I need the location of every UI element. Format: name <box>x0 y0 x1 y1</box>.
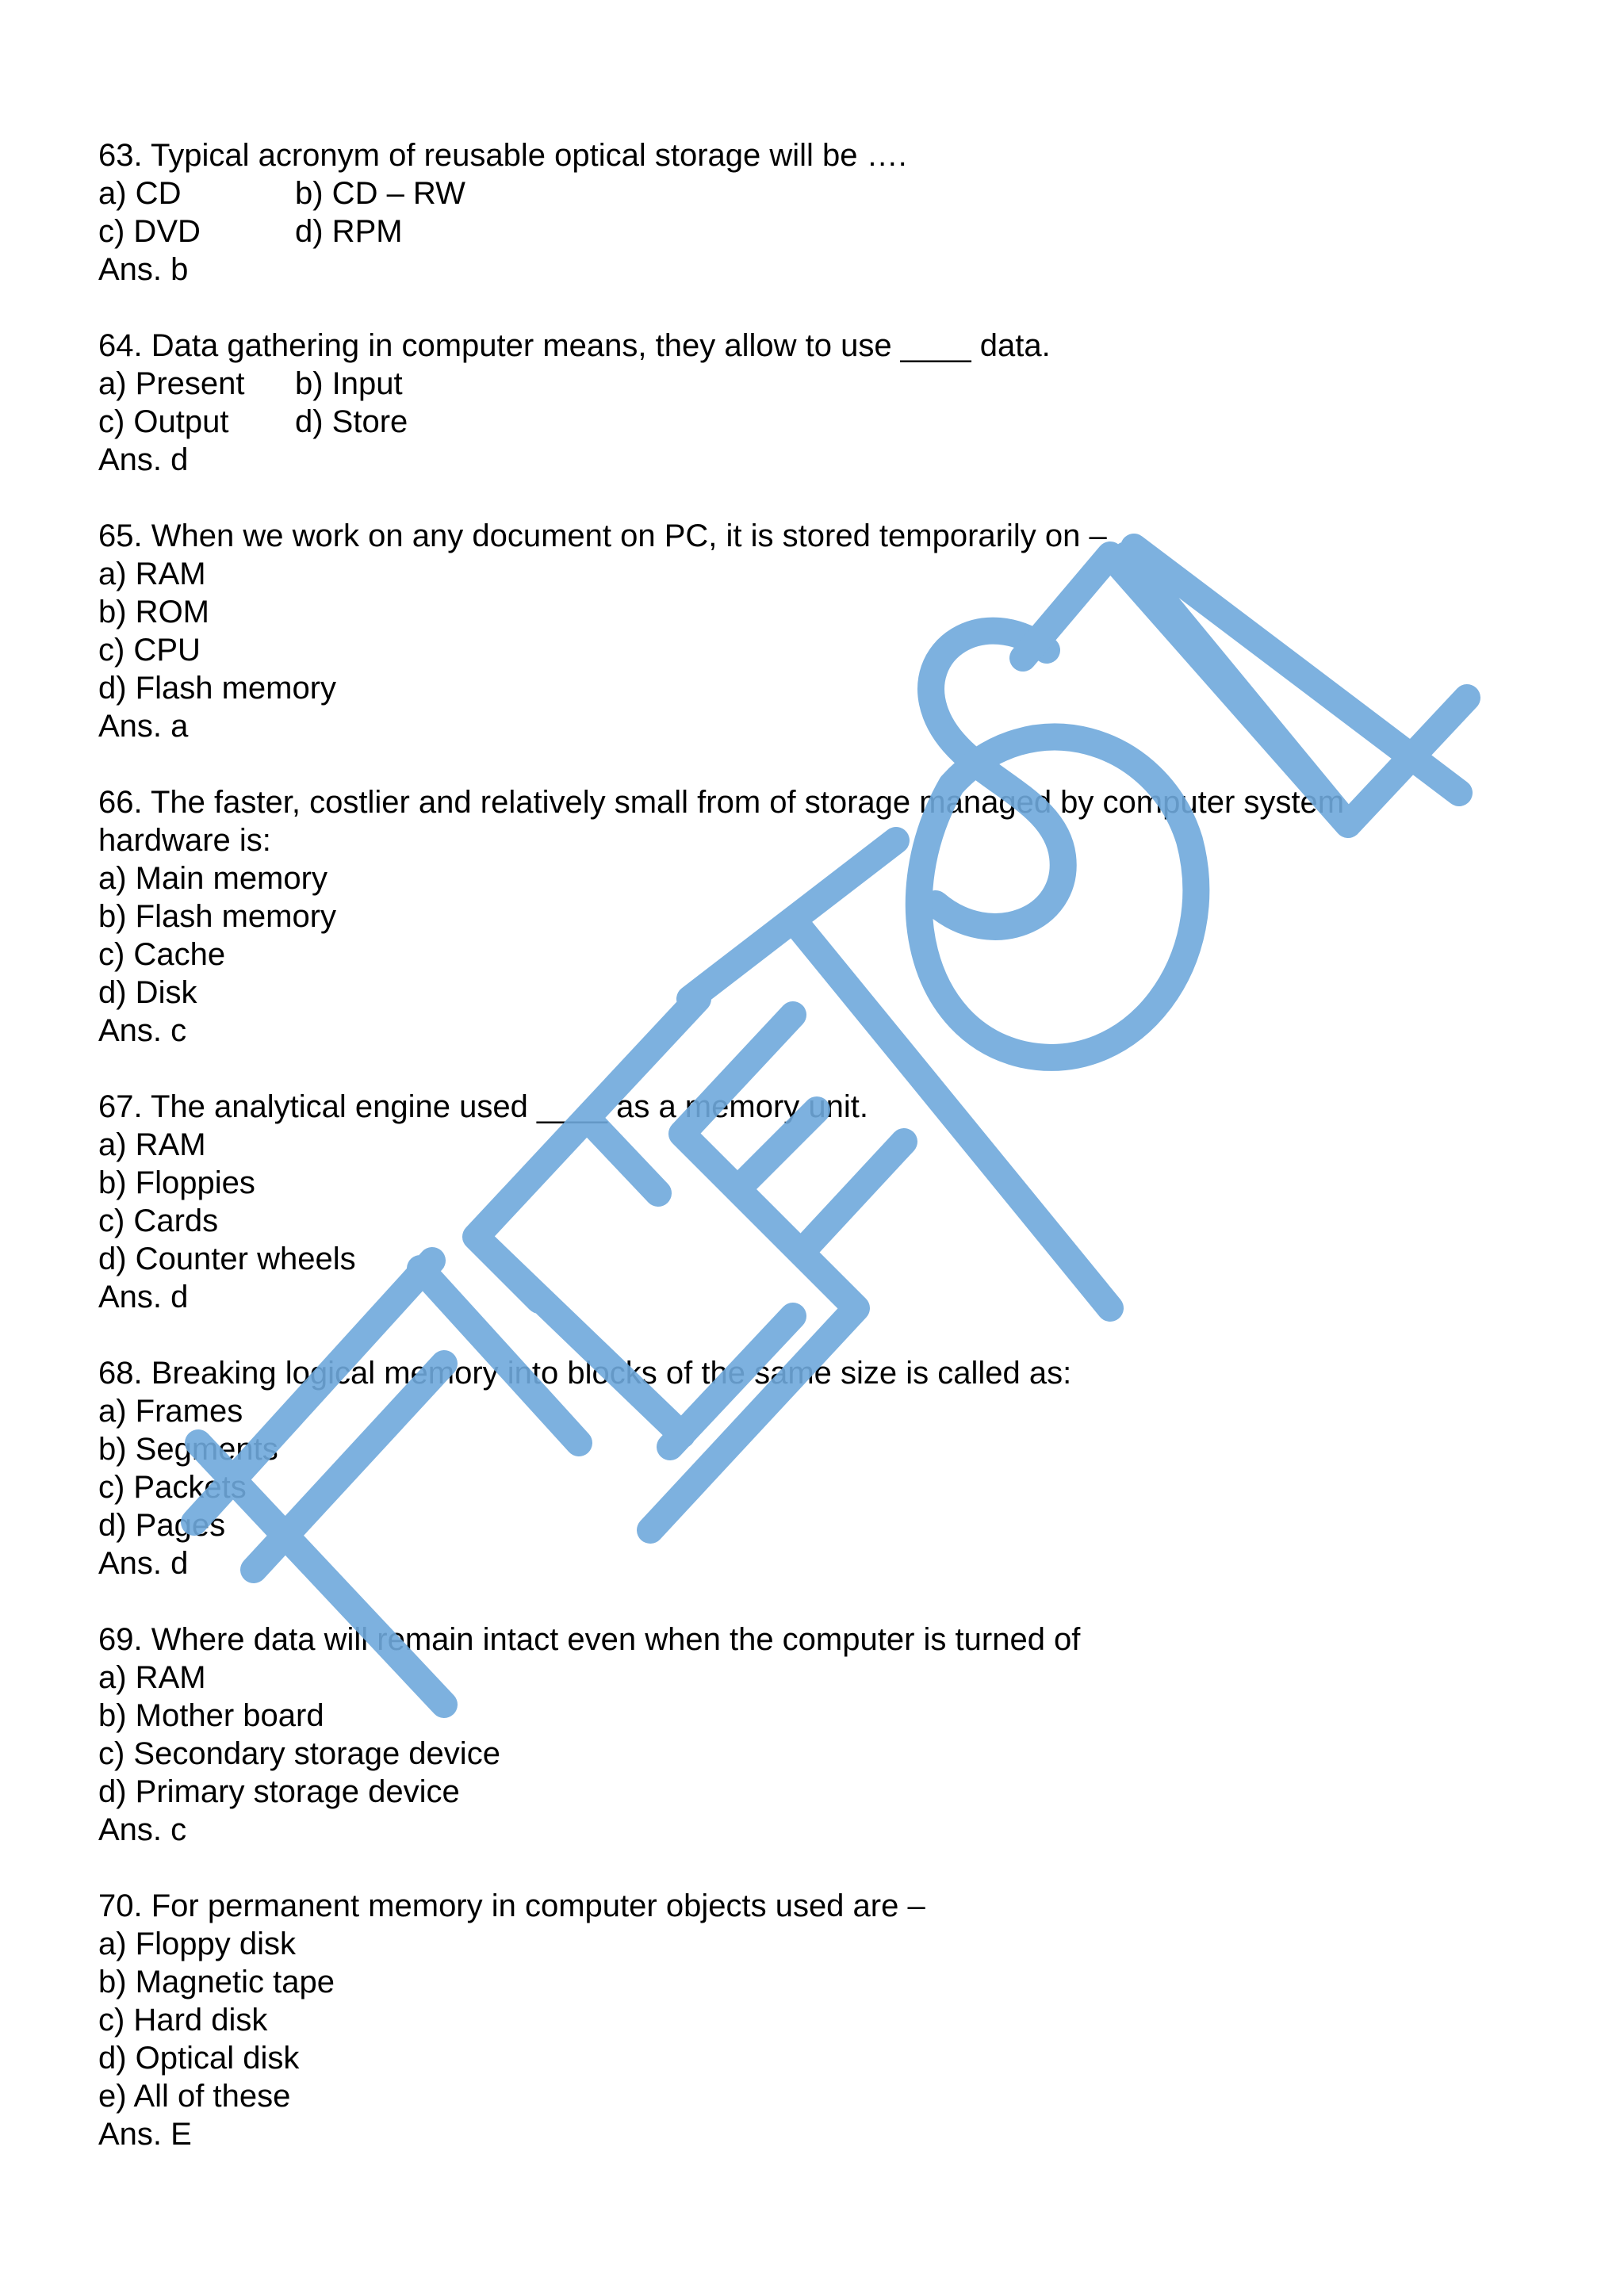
option-b: b) Mother board <box>98 1698 324 1733</box>
option-b: b) Floppies <box>98 1165 255 1200</box>
question-page <box>98 136 1526 2191</box>
question-text: 70. For permanent memory in computer objects used are – <box>98 1888 925 1923</box>
question-67 <box>98 1088 1526 1316</box>
option-b: b) Flash memory <box>98 899 337 934</box>
question-text: 63. Typical acronym of reusable optical storage will be …. <box>98 138 907 173</box>
option-d: d) Store <box>295 404 408 439</box>
option-a: a) RAM <box>98 557 206 591</box>
option-row <box>98 212 1526 251</box>
answer-text: Ans. E <box>98 2117 192 2152</box>
question-68 <box>98 1354 1526 1582</box>
option-a: a) Frames <box>98 1394 243 1429</box>
option-a: a) CD <box>98 176 182 211</box>
question-70 <box>98 1887 1526 2153</box>
option-c: c) CPU <box>98 633 201 668</box>
option-d: d) Disk <box>98 975 197 1010</box>
option-d: d) Counter wheels <box>98 1242 356 1276</box>
question-text: 67. The analytical engine used ____ as a memory unit. <box>98 1089 868 1124</box>
option-a: a) Present <box>98 366 245 401</box>
option-a: a) RAM <box>98 1127 206 1162</box>
option-c: c) DVD <box>98 214 201 249</box>
option-b: b) CD – RW <box>295 176 465 211</box>
answer-text: Ans. c <box>98 1013 187 1048</box>
answer-text: Ans. b <box>98 252 189 287</box>
answer-text: Ans. d <box>98 1546 189 1581</box>
option-row <box>98 403 1526 441</box>
option-b: b) ROM <box>98 595 209 629</box>
option-d: d) Flash memory <box>98 671 337 706</box>
answer-text: Ans. a <box>98 709 189 744</box>
option-row <box>98 174 1526 212</box>
option-c: c) Packets <box>98 1470 247 1505</box>
question-65 <box>98 517 1526 745</box>
question-64 <box>98 327 1526 479</box>
option-c: c) Output <box>98 404 229 439</box>
answer-text: Ans. c <box>98 1812 187 1847</box>
answer-text: Ans. d <box>98 1280 189 1314</box>
option-b: b) Input <box>295 366 403 401</box>
question-63 <box>98 136 1526 289</box>
option-c: c) Hard disk <box>98 2003 268 2038</box>
question-66 <box>98 783 1526 1050</box>
question-text: 65. When we work on any document on PC, it is stored temporarily on – <box>98 519 1107 553</box>
question-text: 68. Breaking logical memory into blocks of the same size is called as: <box>98 1356 1072 1391</box>
option-row <box>98 365 1526 403</box>
question-text-continued: hardware is: <box>98 823 271 858</box>
option-d: d) Pages <box>98 1508 226 1543</box>
option-e: e) All of these <box>98 2079 291 2114</box>
option-c: c) Secondary storage device <box>98 1736 500 1771</box>
option-c: c) Cards <box>98 1203 219 1238</box>
question-69 <box>98 1621 1526 1849</box>
option-d: d) RPM <box>295 214 403 249</box>
question-text: 64. Data gathering in computer means, they allow to use ____ data. <box>98 328 1051 363</box>
option-b: b) Magnetic tape <box>98 1965 335 1999</box>
option-a: a) Floppy disk <box>98 1927 296 1961</box>
option-a: a) Main memory <box>98 861 327 896</box>
option-d: d) Primary storage device <box>98 1774 460 1809</box>
option-d: d) Optical disk <box>98 2041 300 2076</box>
option-b: b) Segments <box>98 1432 278 1467</box>
option-c: c) Cache <box>98 937 226 972</box>
answer-text: Ans. d <box>98 442 189 477</box>
question-text: 69. Where data will remain intact even when the computer is turned of <box>98 1622 1081 1657</box>
question-text: 66. The faster, costlier and relatively small from of storage managed by computer system <box>98 785 1345 820</box>
option-a: a) RAM <box>98 1660 206 1695</box>
